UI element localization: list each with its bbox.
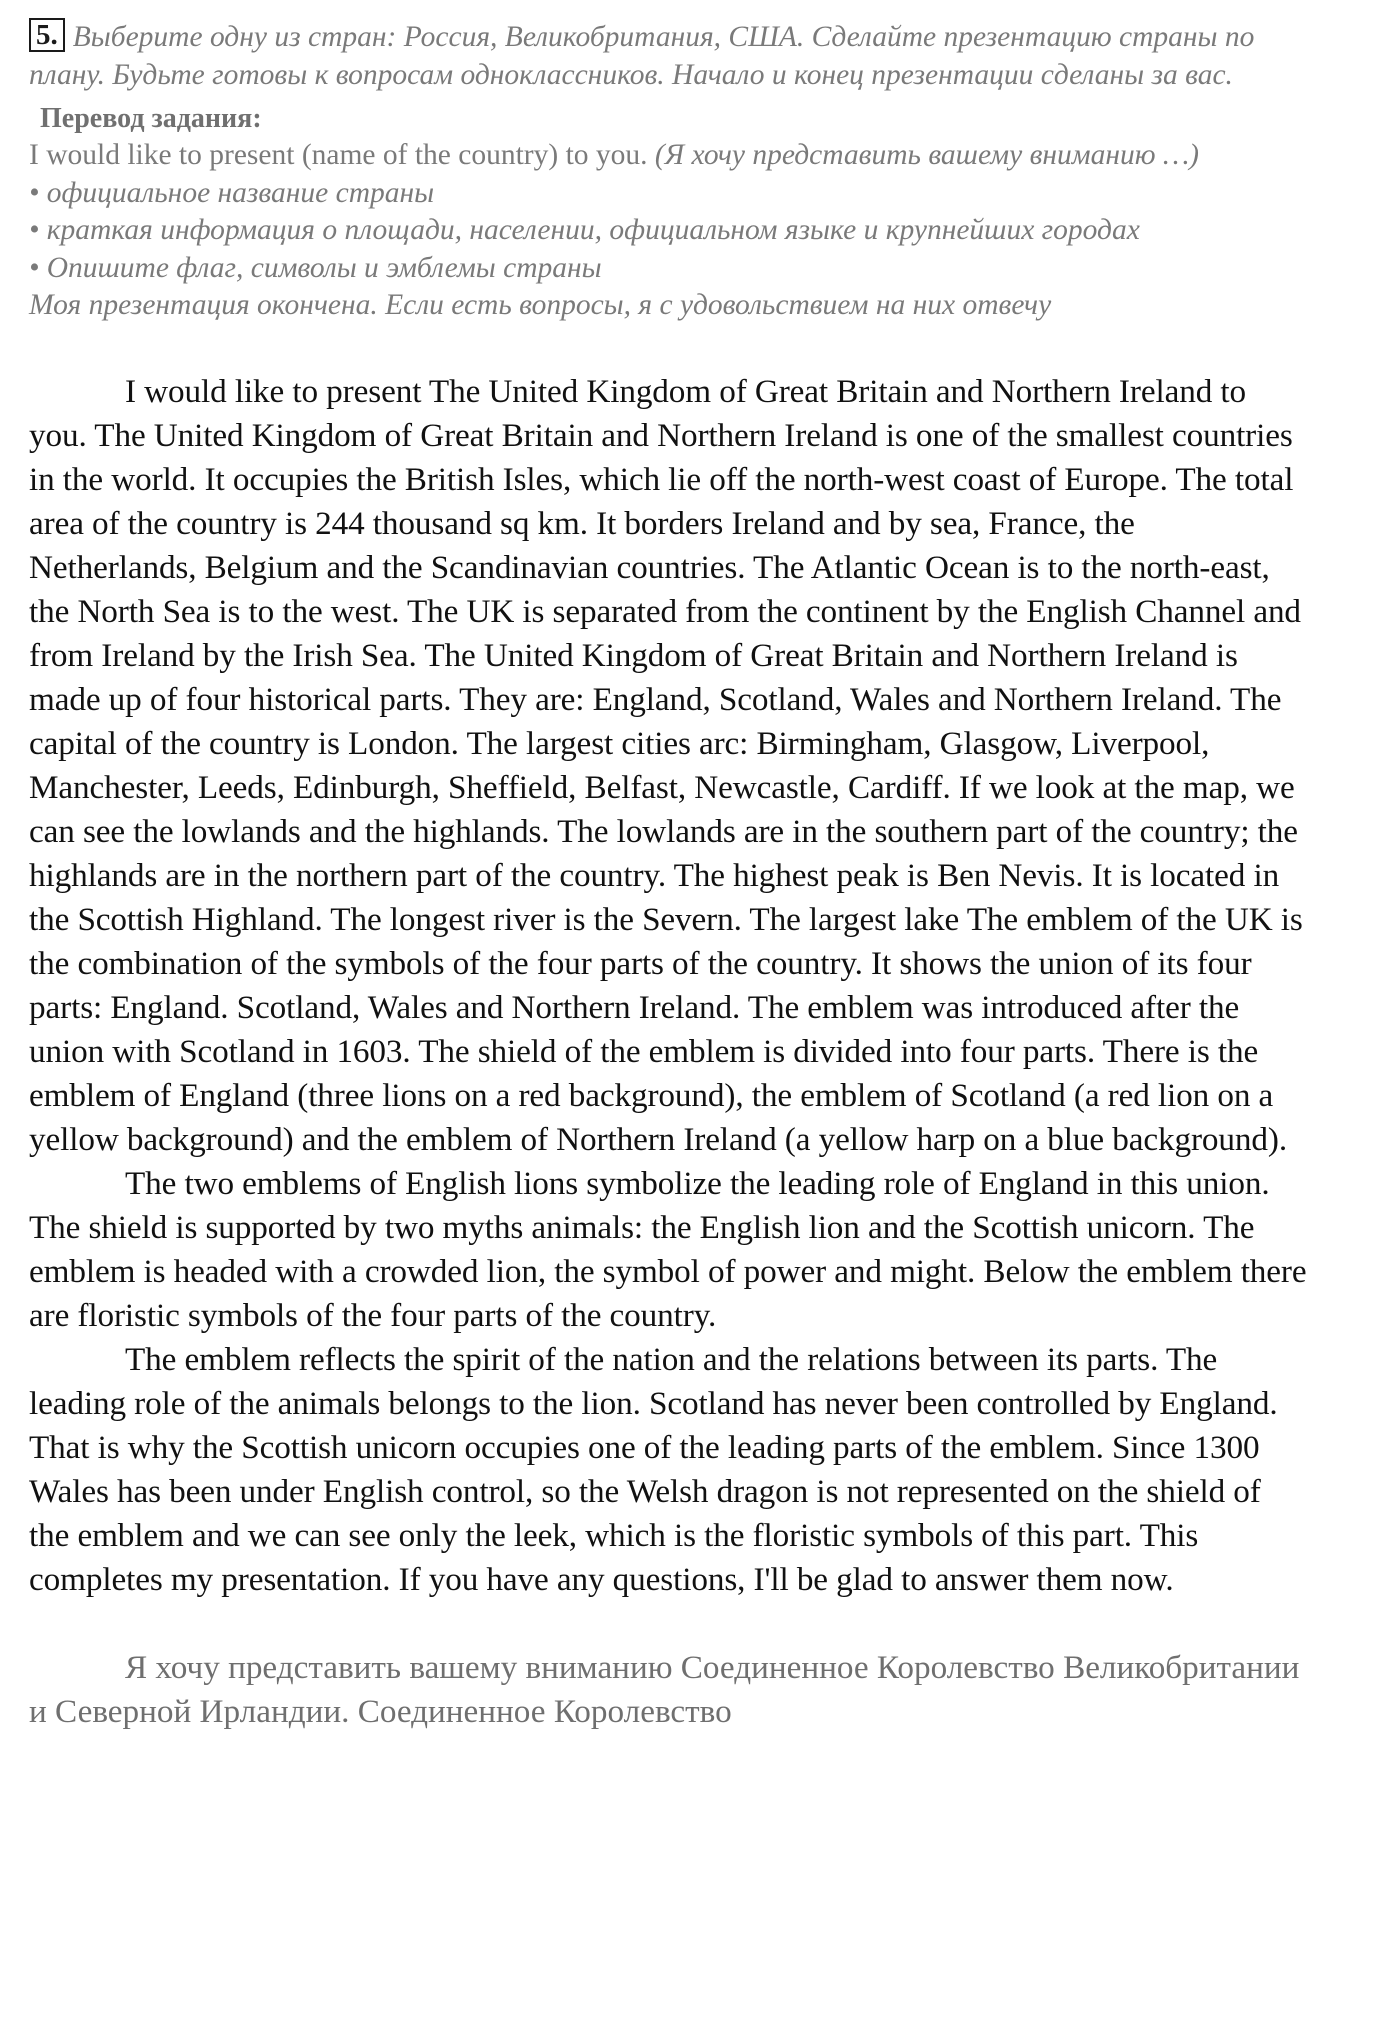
task-number-badge: 5.: [29, 18, 65, 52]
translation-bullet: • Опишите флаг, символы и эмблемы страны: [29, 251, 602, 284]
essay-paragraph: The emblem reflects the spirit of the nation and the relations between its parts. The leading role of the animals belongs to the lion. Scotland has never been controlled by England. That is why the Scottish unicorn occupies one of the leading parts of the emblem. Since 1300 Wales has been under English control, so the Welsh dragon is not represented on the shield of the emblem and we can see only the leek, which is the floristic symbols of this part. This completes my presentation. If you have any questions, I'll be glad to answer them now.: [29, 1340, 1278, 1598]
translation-intro: [29, 137, 1309, 175]
translation-intro-ru: (Я хочу представить вашему вниманию …): [654, 139, 1199, 171]
essay-paragraph: The two emblems of English lions symbolize the leading role of England in this union. The shield is supported by two myths animals: the English lion and the Scottish unicorn. The emblem is headed with a crowded lion, the symbol of power and might. Below the emblem there are floristic symbols of the four parts of the country.: [29, 1164, 1307, 1334]
document-page: [29, 18, 1309, 1734]
translation-intro-en: I would like to present (name of the country) to you.: [29, 139, 648, 171]
essay-paragraph: I would like to present The United Kingdom of Great Britain and Northern Ireland to you. The United Kingdom of Great Britain and Northern Ireland is one of the smallest countries in the world. It occupies the British Isles, which lie off the north-west coast of Europe. The total area of the country is 244 thousand sq km. It borders Ireland and by sea, France, the Netherlands, Belgium and the Scandinavian countries. The Atlantic Ocean is to the north-east, the North Sea is to the west. The UK is separated from the continent by the English Channel and from Ireland by the Irish Sea. The United Kingdom of Great Britain and Northern Ireland is made up of four historical parts. They are: England, Scotland, Wales and Northern Ireland. The capital of the country is London. The largest cities arc: Birmingham, Glasgow, Liverpool, Manchester, Leeds, Edinburgh, Sheffield, Belfast, Newcastle, Cardiff. If we look at the map, we can see the lowlands and the highlands. The lowlands are in the southern part of the country; the highlands are in the northern part of the country. The highest peak is Ben Nevis. It is located in the Scottish Highland. The longest river is the Severn. The largest lake The emblem of the UK is the combination of the symbols of the four parts of the country. It shows the union of its four parts: England. Scotland, Wales and Northern Ireland. The emblem was introduced after the union with Scotland in 1603. The shield of the emblem is divided into four parts. There is the emblem of England (three lions on a red background), the emblem of Scotland (a red lion on a yellow background) and the emblem of Northern Ireland (a yellow harp on a blue background).: [29, 372, 1303, 1158]
translation-block: [29, 137, 1309, 325]
task-instruction: Выберите одну из стран: Россия, Великобритания, США. Сделайте презентацию страны по плану. Будьте готовы к вопросам одноклассников. Начало и конец презентации сделаны за вас.: [29, 21, 1255, 91]
essay-body: [29, 370, 1309, 1602]
translation-title: Перевод задания:: [40, 103, 262, 134]
translation-bullet: • краткая информация о площади, населении, официальном языке и крупнейших городах: [29, 214, 1140, 246]
translation-closing: Моя презентация окончена. Если есть вопросы, я с удовольствием на них отвечу: [29, 289, 1052, 321]
russian-translation: [29, 1646, 1309, 1734]
translation-bullet: • официальное название страны: [29, 176, 435, 209]
russian-translation-paragraph: Я хочу представить вашему вниманию Соединенное Королевство Великобритании и Северной Ирландии. Соединенное Королевство: [29, 1648, 1300, 1730]
task-header: [29, 18, 1309, 94]
